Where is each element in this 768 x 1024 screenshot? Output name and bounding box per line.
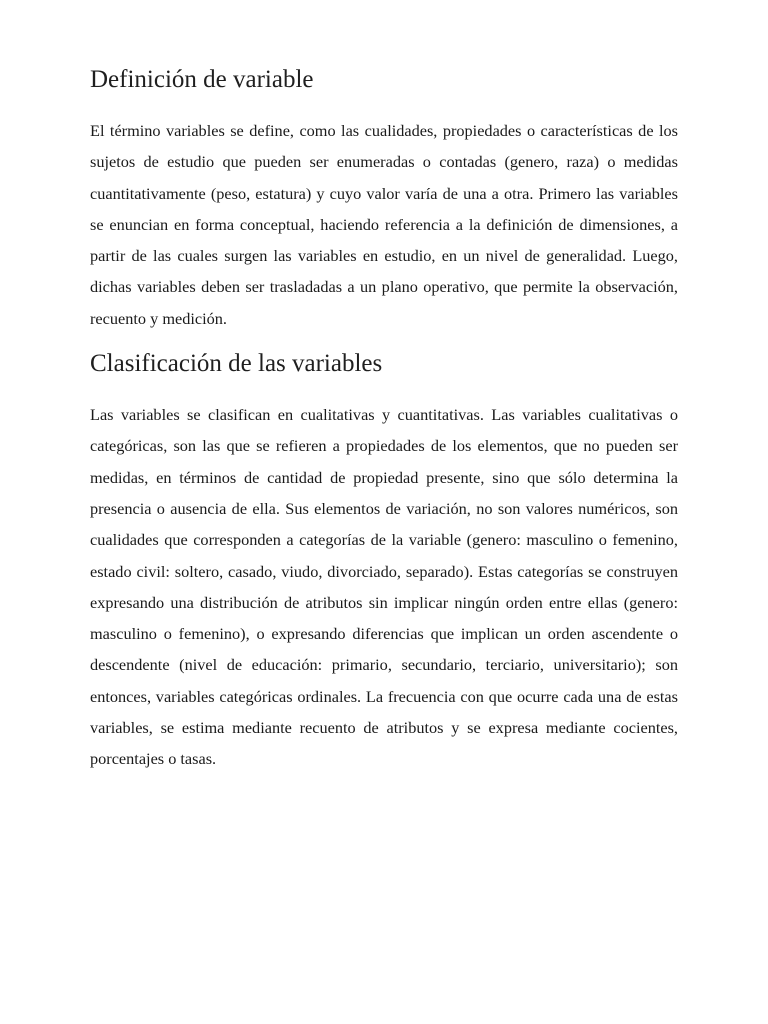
section-heading-definicion: Definición de variable	[90, 66, 314, 93]
section-body-definicion: El término variables se define, como las cualidades, propiedades o características de los sujetos de estudio que pueden ser enumeradas o contadas (genero, raza) o medidas cuantitativamente (peso, estatura) y cuyo valor varía de una a otra. Primero las variables se enuncian en forma conceptual, haciendo referencia a la definición de dimensiones, a partir de las cuales surgen las variables en estudio, en un nivel de generalidad. Luego, dichas variables deben ser trasladadas a un plano operativo, que permite la observación, recuento y medición.	[90, 121, 678, 328]
document-content	[90, 62, 678, 775]
section-body-clasificacion: Las variables se clasifican en cualitativas y cuantitativas. Las variables cualitativas o categóricas, son las que se refieren a propiedades de los elementos, que no pueden ser medidas, en términos de cantidad de propiedad presente, sino que sólo determina la presencia o ausencia de ella. Sus elementos de variación, no son valores numéricos, son cualidades que corresponden a categorías de la variable (genero: masculino o femenino, estado civil: soltero, casado, viudo, divorciado, separado). Estas categorías se construyen expresando una distribución de atributos sin implicar ningún orden entre ellas (genero: masculino o femenino), o expresando diferencias que implican un orden ascendente o descendente (nivel de educación: primario, secundario, terciario, universitario); son entonces, variables categóricas ordinales. La frecuencia con que ocurre cada una de estas variables, se estima mediante recuento de atributos y se expresa mediante cocientes, porcentajes o tasas.	[90, 405, 678, 769]
section-heading-clasificacion: Clasificación de las variables	[90, 350, 383, 378]
